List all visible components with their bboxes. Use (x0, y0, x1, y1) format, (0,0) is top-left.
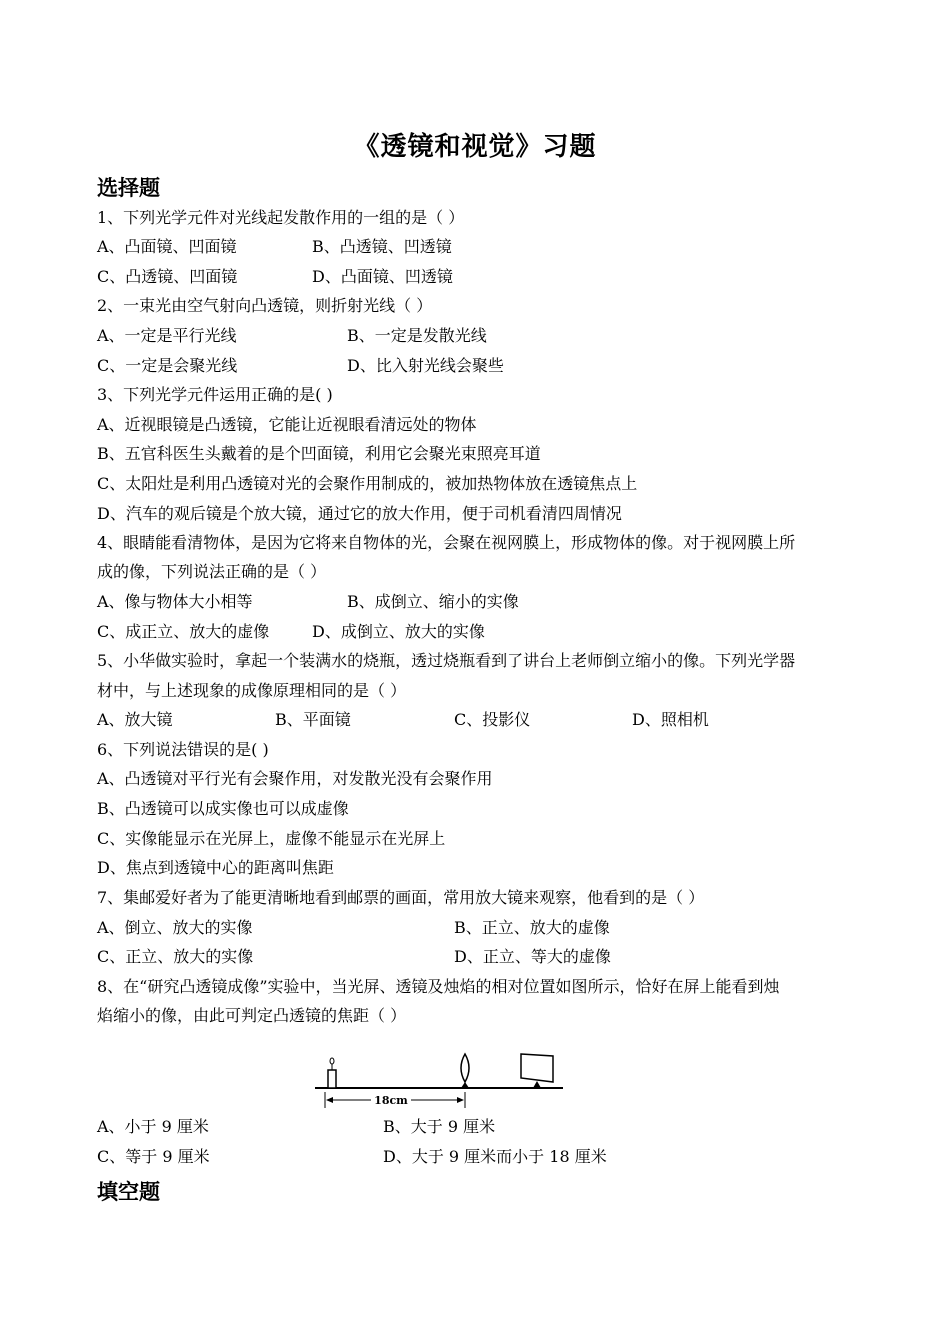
question-8-option-c: C、等于 9 厘米 (97, 1147, 210, 1166)
question-1-option-c: C、凸透镜、凹面镜 (97, 267, 238, 286)
question-4-option-a: A、像与物体大小相等 (97, 592, 253, 611)
question-7-stem: 7、集邮爱好者为了能更清晰地看到邮票的画面，常用放大镜来观察，他看到的是（ ） (97, 888, 705, 907)
question-8-option-d: D、大于 9 厘米而小于 18 厘米 (383, 1147, 607, 1166)
question-6-option-c: C、实像能显示在光屏上，虚像不能显示在光屏上 (97, 829, 446, 848)
question-7-option-b: B、正立、放大的虚像 (454, 918, 610, 937)
question-2-option-b: B、一定是发散光线 (347, 326, 487, 345)
question-5-stem-line-2: 材中，与上述现象的成像原理相同的是（ ） (97, 681, 407, 700)
question-3-option-a: A、近视眼镜是凸透镜，它能让近视眼看清远处的物体 (97, 415, 477, 434)
question-5-option-b: B、平面镜 (275, 710, 351, 729)
candle-icon (328, 1070, 336, 1088)
question-4-option-b: B、成倒立、缩小的实像 (347, 592, 519, 611)
question-2-option-c: C、一定是会聚光线 (97, 356, 238, 375)
question-1-option-d: D、凸面镜、凹透镜 (312, 267, 453, 286)
optical-bench-figure (313, 1048, 565, 1110)
question-3-option-c: C、太阳灶是利用凸透镜对光的会聚作用制成的，被加热物体放在透镜焦点上 (97, 474, 638, 493)
page-title: 《透镜和视觉》习题 (353, 132, 597, 162)
question-6-stem: 6、下列说法错误的是( ) (97, 740, 269, 759)
question-4-option-d: D、成倒立、放大的实像 (312, 622, 485, 641)
question-8-option-a: A、小于 9 厘米 (97, 1117, 209, 1136)
question-2-option-a: A、一定是平行光线 (97, 326, 237, 345)
question-2-option-d: D、比入射光线会聚些 (347, 356, 504, 375)
arrow-left-icon (326, 1097, 333, 1103)
screen-stand-icon (533, 1081, 541, 1088)
question-1-option-b: B、凸透镜、凹透镜 (312, 237, 452, 256)
question-6-option-b: B、凸透镜可以成实像也可以成虚像 (97, 799, 349, 818)
question-3-option-b: B、五官科医生头戴着的是个凹面镜，利用它会聚光束照亮耳道 (97, 444, 541, 463)
question-5-option-c: C、投影仪 (454, 710, 531, 729)
light-screen-icon (521, 1054, 553, 1082)
question-6-option-a: A、凸透镜对平行光有会聚作用，对发散光没有会聚作用 (97, 769, 493, 788)
question-4-stem-line-1: 4、眼睛能看清物体，是因为它将来自物体的光，会聚在视网膜上，形成物体的像。对于视网膜上所 (97, 533, 796, 552)
question-3-option-d: D、汽车的观后镜是个放大镜，通过它的放大作用，便于司机看清四周情况 (97, 504, 622, 523)
question-8-stem-line-2: 焰缩小的像，由此可判定凸透镜的焦距（ ） (97, 1006, 407, 1025)
question-8-stem-line-1: 8、在“研究凸透镜成像”实验中，当光屏、透镜及烛焰的相对位置如图所示，恰好在屏上能看到烛 (97, 977, 780, 996)
question-5-option-a: A、放大镜 (97, 710, 173, 729)
question-5-option-d: D、照相机 (632, 710, 709, 729)
question-1-stem: 1、下列光学元件对光线起发散作用的一组的是（ ） (97, 208, 465, 227)
section-heading-choice: 选择题 (97, 176, 160, 200)
question-1-option-a: A、凸面镜、凹面镜 (97, 237, 237, 256)
question-4-stem-line-2: 成的像，下列说法正确的是（ ） (97, 562, 327, 581)
lens-stand-icon (461, 1082, 469, 1088)
question-2-stem: 2、一束光由空气射向凸透镜，则折射光线（ ） (97, 296, 433, 315)
convex-lens-icon (461, 1054, 469, 1082)
question-8-option-b: B、大于 9 厘米 (383, 1117, 496, 1136)
question-3-stem: 3、下列光学元件运用正确的是( ) (97, 385, 333, 404)
question-7-option-c: C、正立、放大的实像 (97, 947, 254, 966)
question-5-stem-line-1: 5、小华做实验时，拿起一个装满水的烧瓶，透过烧瓶看到了讲台上老师倒立缩小的像。下列光学器 (97, 651, 796, 670)
question-6-option-d: D、焦点到透镜中心的距离叫焦距 (97, 858, 334, 877)
candle-flame-icon (330, 1058, 334, 1064)
question-7-option-d: D、正立、等大的虚像 (454, 947, 611, 966)
distance-label: 18cm (374, 1094, 408, 1107)
arrow-right-icon (457, 1097, 464, 1103)
question-7-option-a: A、倒立、放大的实像 (97, 918, 253, 937)
question-4-option-c: C、成正立、放大的虚像 (97, 622, 270, 641)
section-heading-fill: 填空题 (97, 1180, 160, 1204)
